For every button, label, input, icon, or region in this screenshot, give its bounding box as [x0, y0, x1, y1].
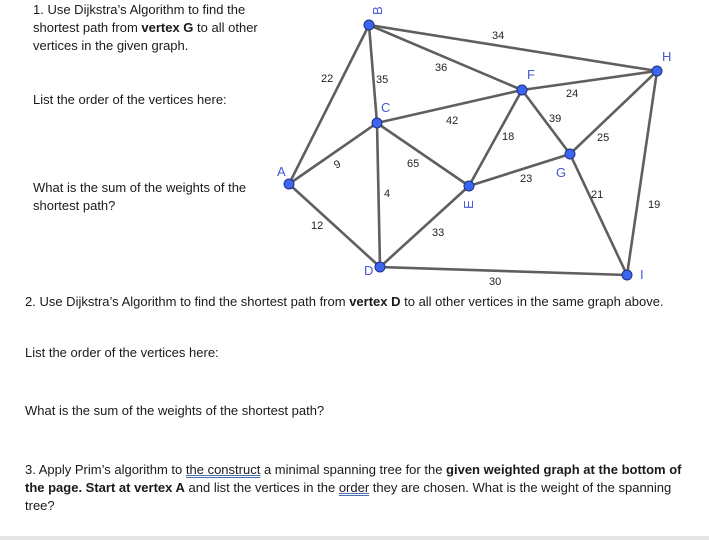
q2-prefix: 2. Use Dijkstra’s Algorithm to find the shortest path from [25, 294, 350, 309]
edge-b-h [369, 25, 657, 71]
edge-c-e [377, 123, 469, 186]
edge-d-i [380, 267, 627, 275]
edge-h-i [627, 71, 657, 275]
vertex-label-f: F [527, 67, 535, 82]
q2-vertex: vertex D [349, 294, 401, 309]
q1-vertex: vertex G [141, 20, 194, 35]
weight-g-i: 21 [591, 189, 604, 201]
weight-b-c: 35 [376, 74, 389, 86]
q3-underlined-order: order [338, 480, 370, 495]
q1-sum-prompt: What is the sum of the weights of the shortest path? [33, 180, 247, 213]
vertex-label-h: H [662, 49, 672, 64]
edge-d-e [380, 186, 469, 267]
vertex-h [652, 66, 662, 76]
vertex-label-d: D [364, 263, 374, 278]
edge-a-b [289, 25, 369, 184]
weight-f-g: 39 [549, 113, 562, 125]
weight-d-i: 30 [489, 276, 502, 288]
weight-c-d: 4 [384, 188, 391, 200]
vertex-label-c: C [381, 100, 391, 115]
vertex-c [372, 118, 382, 128]
q1-list-prompt: List the order of the vertices here: [33, 92, 227, 107]
vertex-f [517, 85, 527, 95]
q3-part1: 3. Apply Prim’s algorithm to [25, 462, 186, 477]
q2-sum-prompt: What is the sum of the weights of the shortest path? [25, 403, 325, 418]
weight-c-e: 65 [407, 158, 420, 170]
vertex-a [284, 179, 294, 189]
page-bottom-divider [0, 536, 709, 540]
q2-suffix: to all other vertices in the same graph above. [400, 294, 664, 309]
q1-suffix: to all other vertices in the given graph. [33, 20, 258, 53]
edge-a-c [289, 123, 377, 184]
edge-f-g [522, 90, 570, 154]
weight-d-e: 33 [432, 227, 445, 239]
weight-a-c: 9 [332, 158, 343, 172]
weight-b-h: 34 [492, 30, 505, 42]
weight-a-d: 12 [311, 220, 324, 232]
weight-g-h: 25 [597, 132, 610, 144]
vertex-d [375, 262, 385, 272]
vertex-label-i: I [640, 267, 644, 282]
weight-e-f: 18 [502, 131, 515, 143]
q3-part4: they are chosen. What is the weight of the spanning tree? [25, 480, 672, 513]
vertex-b [364, 20, 374, 30]
weight-a-b: 22 [321, 73, 334, 85]
edge-c-d [377, 123, 380, 267]
q1-prefix: 1. Use Dijkstra’s Algorithm to find the shortest path from [33, 2, 246, 35]
vertex-label-b: B [370, 6, 385, 15]
vertex-e [464, 181, 474, 191]
vertex-label-e: E [461, 200, 476, 209]
q3-bold-instruction: given weighted graph at the bottom of the page. Start at vertex A [25, 462, 682, 495]
edge-g-i [570, 154, 627, 275]
vertex-i [622, 270, 632, 280]
weight-e-g: 23 [520, 173, 533, 185]
weight-f-h: 24 [566, 88, 579, 100]
q3-part3: and list the vertices in the [184, 480, 339, 495]
q2-list-prompt: List the order of the vertices here: [25, 345, 219, 360]
edge-f-h [522, 71, 657, 90]
vertex-g [565, 149, 575, 159]
weight-b-f: 36 [435, 62, 448, 74]
q3-part2: a minimal spanning tree for the [260, 462, 447, 477]
vertex-label-g: G [556, 165, 567, 180]
edge-a-d [289, 184, 380, 267]
weight-c-f: 42 [446, 115, 459, 127]
q3-underlined-construct: the construct [185, 462, 261, 477]
question-3-text [25, 461, 695, 515]
vertex-label-a: A [277, 164, 286, 179]
question-2-text [25, 291, 695, 312]
edge-g-h [570, 71, 657, 154]
weight-h-i: 19 [648, 199, 661, 211]
